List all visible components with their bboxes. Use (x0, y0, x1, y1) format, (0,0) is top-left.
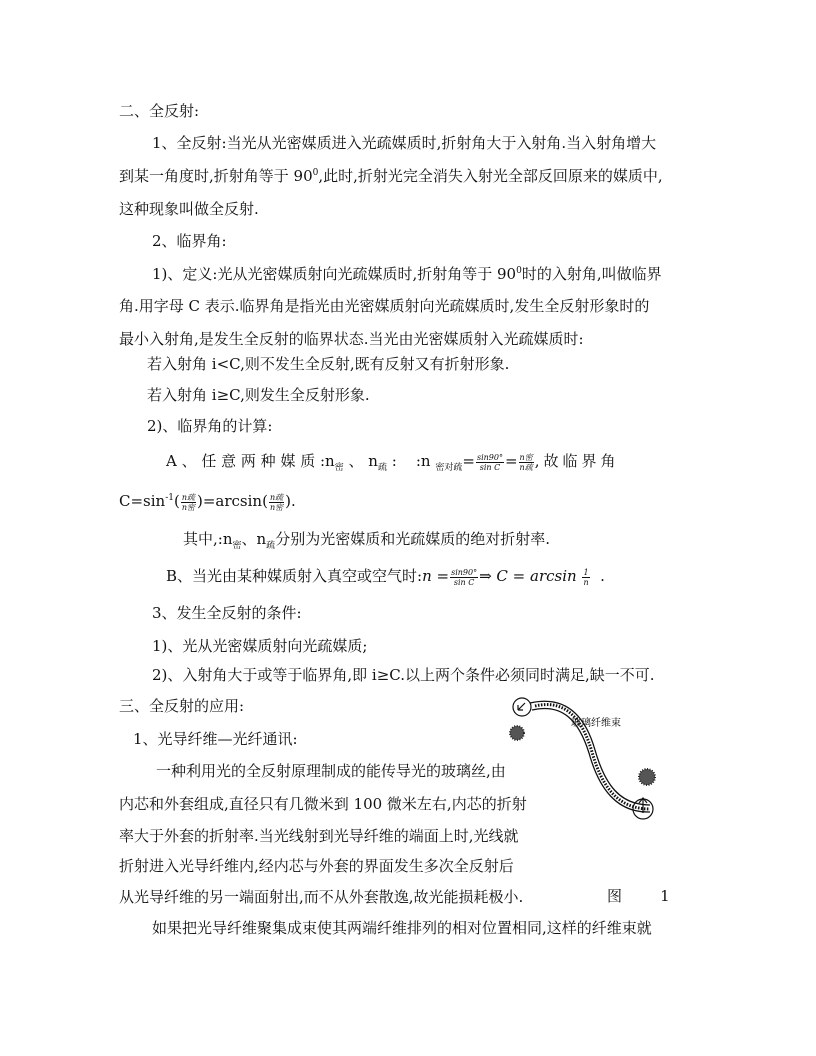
sub-shu: 疏 (377, 463, 387, 473)
calc-a-line (166, 451, 619, 474)
formula-n: n = (422, 567, 450, 585)
sub-shu: 疏 (266, 541, 276, 551)
degree-sup: 0 (312, 168, 319, 178)
frac-den: n密 (269, 502, 284, 512)
calc-c-prefix: C=sin (119, 492, 166, 510)
calc-b-prefix: B、当光由某种媒质射入真空或空气时: (166, 567, 423, 585)
item2-heading: 2、临界角: (152, 232, 227, 250)
def-line2: 角.用字母 C 表示.临界角是指光由光密媒质射向光疏媒质时,发生全反射形象时的 (119, 297, 650, 315)
fiber-heading: 1、光导纤维—光纤通讯: (133, 730, 298, 748)
def-line3: 最小入射角,是发生全反射的临界状态.当光由光密媒质射入光疏媒质时: (119, 330, 584, 348)
calc-b-line (166, 566, 605, 587)
where-prefix: 其中,:n (183, 530, 233, 548)
period: . (600, 567, 605, 585)
fiber-bundle-figure (505, 695, 675, 830)
calc-a-n: :n (415, 452, 431, 470)
cond1: 1)、光从光密媒质射向光疏媒质; (152, 637, 368, 655)
item1-line1: 1、全反射:当光从光密媒质进入光疏媒质时,折射角大于入射角.当入射角增大 (152, 134, 657, 152)
paren: ). (285, 492, 296, 510)
figure-caption: 图 1 (607, 887, 670, 905)
section3-heading: 三、全反射的应用: (119, 697, 245, 715)
frac-den: sin C (479, 462, 501, 472)
item1-line3: 这种现象叫做全反射. (119, 200, 259, 218)
sub-mi: 密 (334, 463, 344, 473)
frac-den: n (583, 577, 589, 587)
eq: = (462, 452, 475, 470)
frac-den: sin C (453, 577, 475, 587)
calc-a-suffix: ,故临界角 (534, 452, 620, 470)
frac-num: n疏 (181, 492, 195, 502)
item1-line2 (119, 166, 663, 189)
frac-num: n疏 (269, 492, 284, 502)
entry-arrow-icon (518, 703, 525, 710)
def-line1-a: 1)、定义:光从光密媒质射向光疏媒质时,折射角等于 90 (152, 265, 517, 283)
section2-heading: 二、全反射: (119, 102, 200, 120)
sub-mi-dui-shu: 密对疏 (435, 463, 463, 473)
where-sep: 、n (241, 530, 267, 548)
entry-circle (513, 698, 531, 716)
case1: 若入射角 i<C,则不发生全反射,既有反射又有折射形象. (147, 355, 510, 373)
fraction (582, 568, 589, 587)
inverse-sup: -1 (165, 493, 174, 503)
frac-num: 1 (583, 567, 589, 577)
sub-mi: 密 (232, 541, 242, 551)
eq: = (504, 452, 518, 470)
def-line1 (152, 264, 662, 287)
degree-sup: 0 (516, 266, 522, 276)
para-line2: 内芯和外套组成,直径只有几微米到 100 微米左右,内芯的折射 (119, 795, 527, 813)
fiber-outline-top (530, 701, 650, 805)
fraction (476, 453, 504, 472)
frac-den: n密 (181, 502, 195, 512)
frac-den: n疏 (519, 462, 533, 472)
para-line5: 从光导纤维的另一端面射出,而不从外套散逸,故光能损耗极小. (119, 888, 524, 906)
implies-arrow: ⇒ C = arcsin (479, 567, 577, 585)
figure-label: 玻璃纤维束 (571, 718, 621, 729)
item3-heading: 3、发生全反射的条件: (152, 604, 302, 622)
fraction (181, 493, 196, 512)
frac-num: sin90° (451, 567, 478, 577)
cond2: 2)、入射角大于或等于临界角,即 i≥C.以上两个条件必须同时满足,缺一不可. (152, 666, 655, 684)
light-spot-right (639, 769, 655, 785)
paren: ( (173, 492, 180, 510)
item1-line2-b: ,此时,折射光完全消失入射光全部反回原来的媒质中, (318, 167, 663, 185)
fraction (269, 493, 284, 512)
last-line: 如果把光导纤维聚集成束使其两端纤维排列的相对位置相同,这样的纤维束就 (152, 919, 652, 937)
calc-heading: 2)、临界角的计算: (147, 417, 273, 435)
calc-c-line (119, 491, 296, 514)
case2: 若入射角 i≥C,则发生全反射形象. (147, 386, 370, 404)
calc-a-prefix: A 、 任 意 两 种 媒 质 :n (166, 452, 335, 470)
frac-num: n密 (519, 452, 533, 462)
calc-a-colon: : (391, 452, 397, 470)
calc-a-sep: 、 n (348, 452, 378, 470)
where-line (183, 529, 550, 552)
def-line1-b: 时的入射角,叫做临界 (521, 265, 662, 283)
calc-c-mid: )=arcsin( (197, 492, 268, 510)
fraction (450, 568, 478, 587)
para-line3: 率大于外套的折射率.当光线射到光导纤维的端面上时,光线就 (119, 827, 519, 845)
item1-line2-a: 到某一角度时,折射角等于 90 (119, 167, 313, 185)
para-line1: 一种利用光的全反射原理制成的能传导光的玻璃丝,由 (156, 762, 506, 780)
para-line4: 折射进入光导纤维内,经内芯与外套的界面发生多次全反射后 (119, 857, 514, 875)
fraction (519, 453, 534, 472)
where-suffix: 分别为光密媒质和光疏媒质的绝对折射率. (275, 530, 550, 548)
frac-num: sin90° (476, 452, 503, 462)
